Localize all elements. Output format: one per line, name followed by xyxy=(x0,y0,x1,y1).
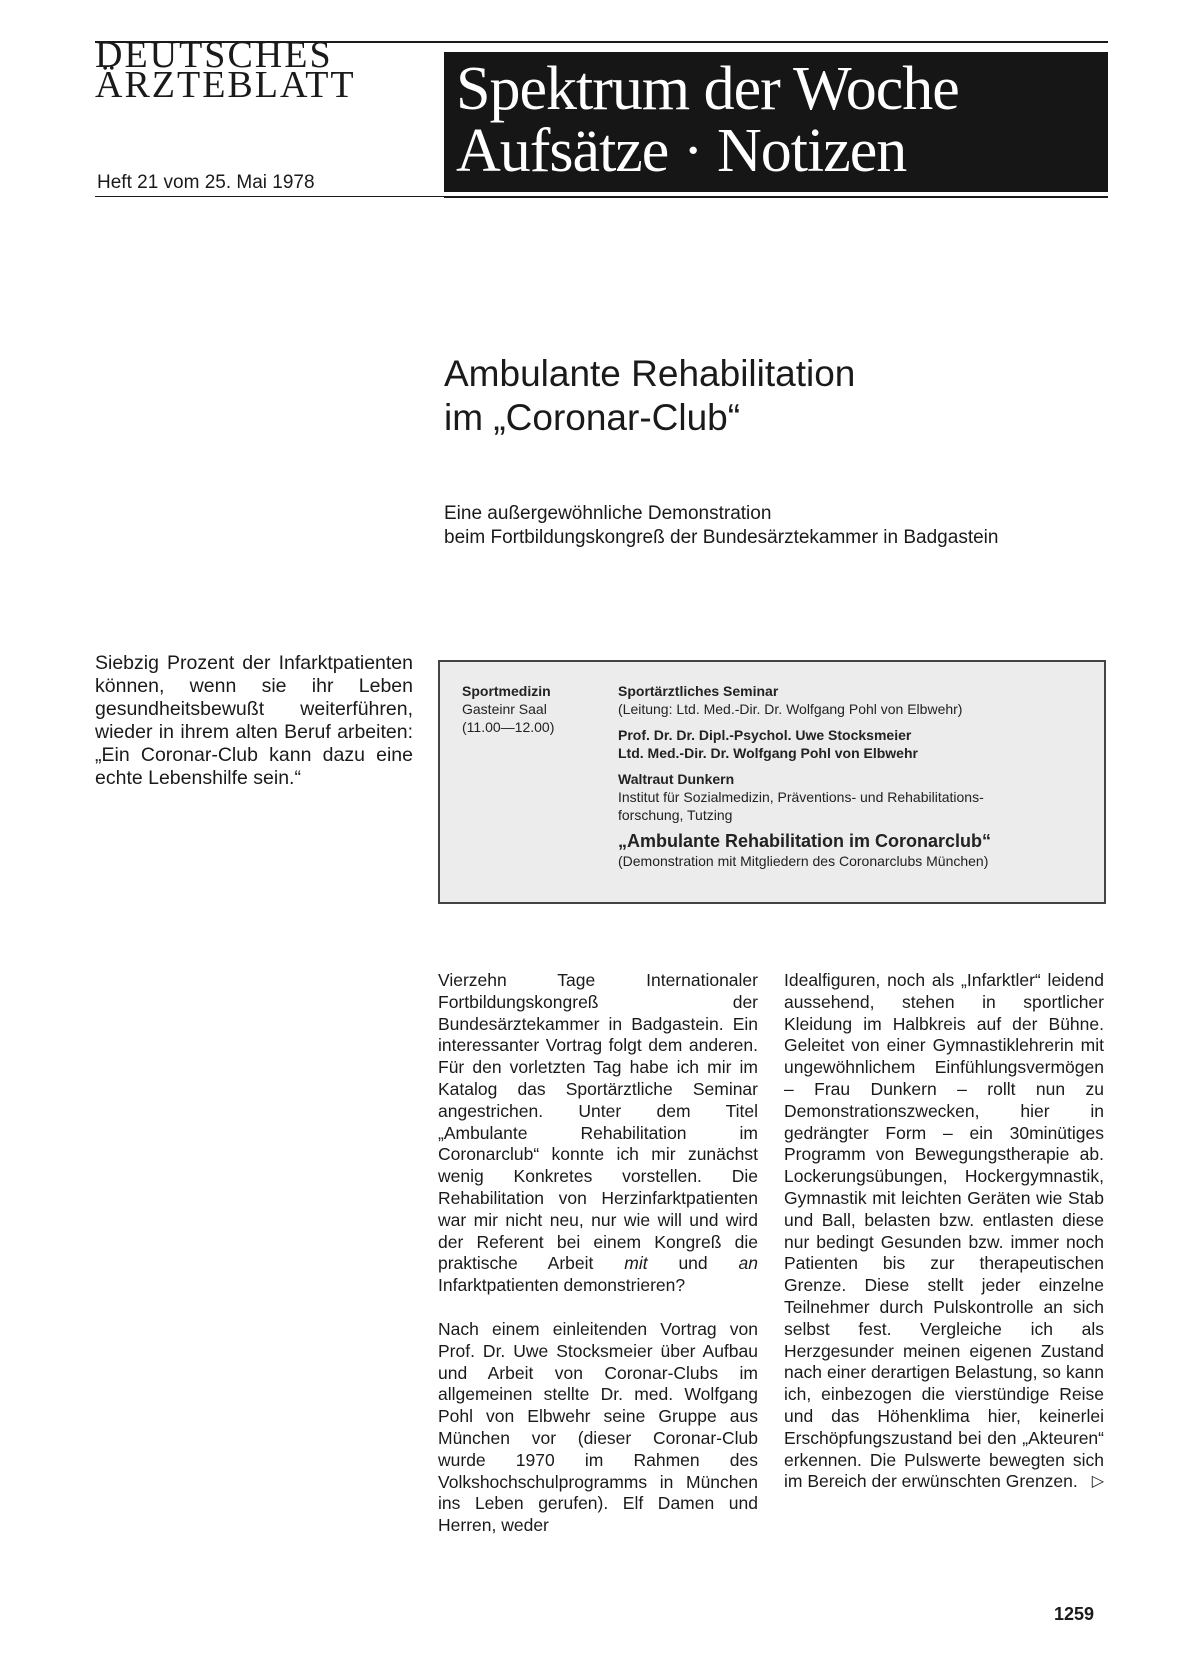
program-details xyxy=(618,682,1093,870)
masthead xyxy=(95,34,425,106)
masthead-line-1: DEUTSCHES xyxy=(95,34,333,76)
demo-note: (Demonstration mit Mitgliedern des Coronarclubs München) xyxy=(618,853,989,869)
issue-info: Heft 21 vom 25. Mai 1978 xyxy=(97,172,315,193)
continue-arrow-icon: ▷ xyxy=(1091,1473,1104,1491)
body-column-left xyxy=(438,970,758,1559)
section-title-line-2: Aufsätze · Notizen xyxy=(456,117,907,185)
speaker-3: Waltraut Dunkern xyxy=(618,771,735,787)
institute-line-1: Institut für Sozialmedizin, Präventions- und Rehabilitations- xyxy=(618,789,984,805)
program-session-time: (11.00—12.00) xyxy=(462,719,555,735)
seminar-title: Sportärztliches Seminar xyxy=(618,683,779,699)
article-subtitle xyxy=(444,502,1124,550)
body-paragraph-3: Idealfiguren, noch als „Infarktler“ leidend aussehend, stehen in sportlicher Kleidung im Halbkreis auf der Bühne. Geleitet von einer Gymnastiklehrerin mit ungewöhnlichem Einfühlungsvermögen – Frau Dunkern – rollt nun zu Demonstrationszwecken, hier in gedrängter Form – ein 30minütiges Programm von Bewegungstherapie ab. Lockerungsübungen, Hockergymnastik, Gymnastik mit leichten Geräten wie Stab und Ball, belasten bzw. entlasten diese nur bedingt Gesunden bzw. immer noch Patienten bis zur therapeutischen Grenze. Diese stellt jeder einzelne Teilnehmer durch Pulskontrolle an sich selbst fest. Vergleiche ich als Herzgesunder meinen eigenen Zustand nach einer derartigen Belastung, so kann ich, einbezogen die vierstündige Reise und das Höhenklima hier, keinerlei Erschöpfungszustand bei den „Akteuren“ erkennen. Die Pulswerte bewegten sich im Bereich der erwünschten Grenzen. ▷ xyxy=(784,970,1104,1492)
speaker-1: Prof. Dr. Dr. Dipl.-Psychol. Uwe Stocksmeier xyxy=(618,727,912,743)
speaker-2: Ltd. Med.-Dir. Dr. Wolfgang Pohl von Elbwehr xyxy=(618,745,918,761)
program-session-title: Sportmedizin xyxy=(462,683,551,699)
header-rule-right xyxy=(444,196,1108,198)
article-title-line-2: im „Coronar-Club“ xyxy=(444,397,741,438)
seminar-lead: (Leitung: Ltd. Med.-Dir. Dr. Wolfgang Pohl von Elbwehr) xyxy=(618,701,963,717)
page-number: 1259 xyxy=(1054,1604,1095,1624)
program-session xyxy=(462,682,592,736)
body-paragraph-2: Nach einem einleitenden Vortrag von Prof. Dr. Uwe Stocksmeier über Aufbau und Arbeit von Coronar-Clubs im allgemeinen stellte Dr. med. Wolfgang Pohl von Elbwehr seine Gruppe aus München vor (dieser Coronar-Club wurde 1970 im Rahmen des Volkshochschulprogramms in München ins Leben gerufen). Elf Damen und Herren, weder xyxy=(438,1318,758,1536)
article-title xyxy=(444,352,1104,440)
article-subtitle-line-1: Eine außergewöhnliche Demonstration xyxy=(444,503,772,524)
program-session-room: Gasteinr Saal xyxy=(462,701,547,717)
section-title-line-1: Spektrum der Woche xyxy=(456,55,959,123)
intro-quote: Siebzig Prozent der Infarktpatienten können, wenn sie ihr Leben gesundheitsbewußt weiterführen, wieder in ihrem alten Beruf arbeiten: „Ein Coronar-Club kann dazu eine echte Lebenshilfe sein.“ xyxy=(95,652,413,789)
body-column-right xyxy=(784,970,1104,1515)
program-box xyxy=(438,660,1106,904)
article-subtitle-line-2: beim Fortbildungskongreß der Bundesärztekammer in Badgastein xyxy=(444,527,999,548)
body-paragraph-1: Vierzehn Tage Internationaler Fortbildungskongreß der Bundesärztekammer in Badgastein. Ein interessanter Vortrag folgt dem anderen. Für den vorletzten Tag habe ich mir im Katalog das Sportärztliche Seminar angestrichen. Unter dem Titel „Ambulante Rehabilitation im Coronarclub“ konnte ich mir zunächst wenig Konkretes vorstellen. Die Rehabilitation von Herzinfarktpatienten war mir nicht neu, nur wie will und wird der Referent bei einem Kongreß die praktische Arbeit mit und an Infarktpatienten demonstrieren? xyxy=(438,970,758,1296)
section-title-box xyxy=(444,52,1108,192)
demo-title: „Ambulante Rehabilitation im Coronarclub“ xyxy=(618,831,992,851)
header-rule-left xyxy=(95,196,445,197)
article-title-line-1: Ambulante Rehabilitation xyxy=(444,353,856,394)
institute-line-2: forschung, Tutzing xyxy=(618,807,733,823)
masthead-line-2: ÄRZTEBLATT xyxy=(95,64,356,106)
